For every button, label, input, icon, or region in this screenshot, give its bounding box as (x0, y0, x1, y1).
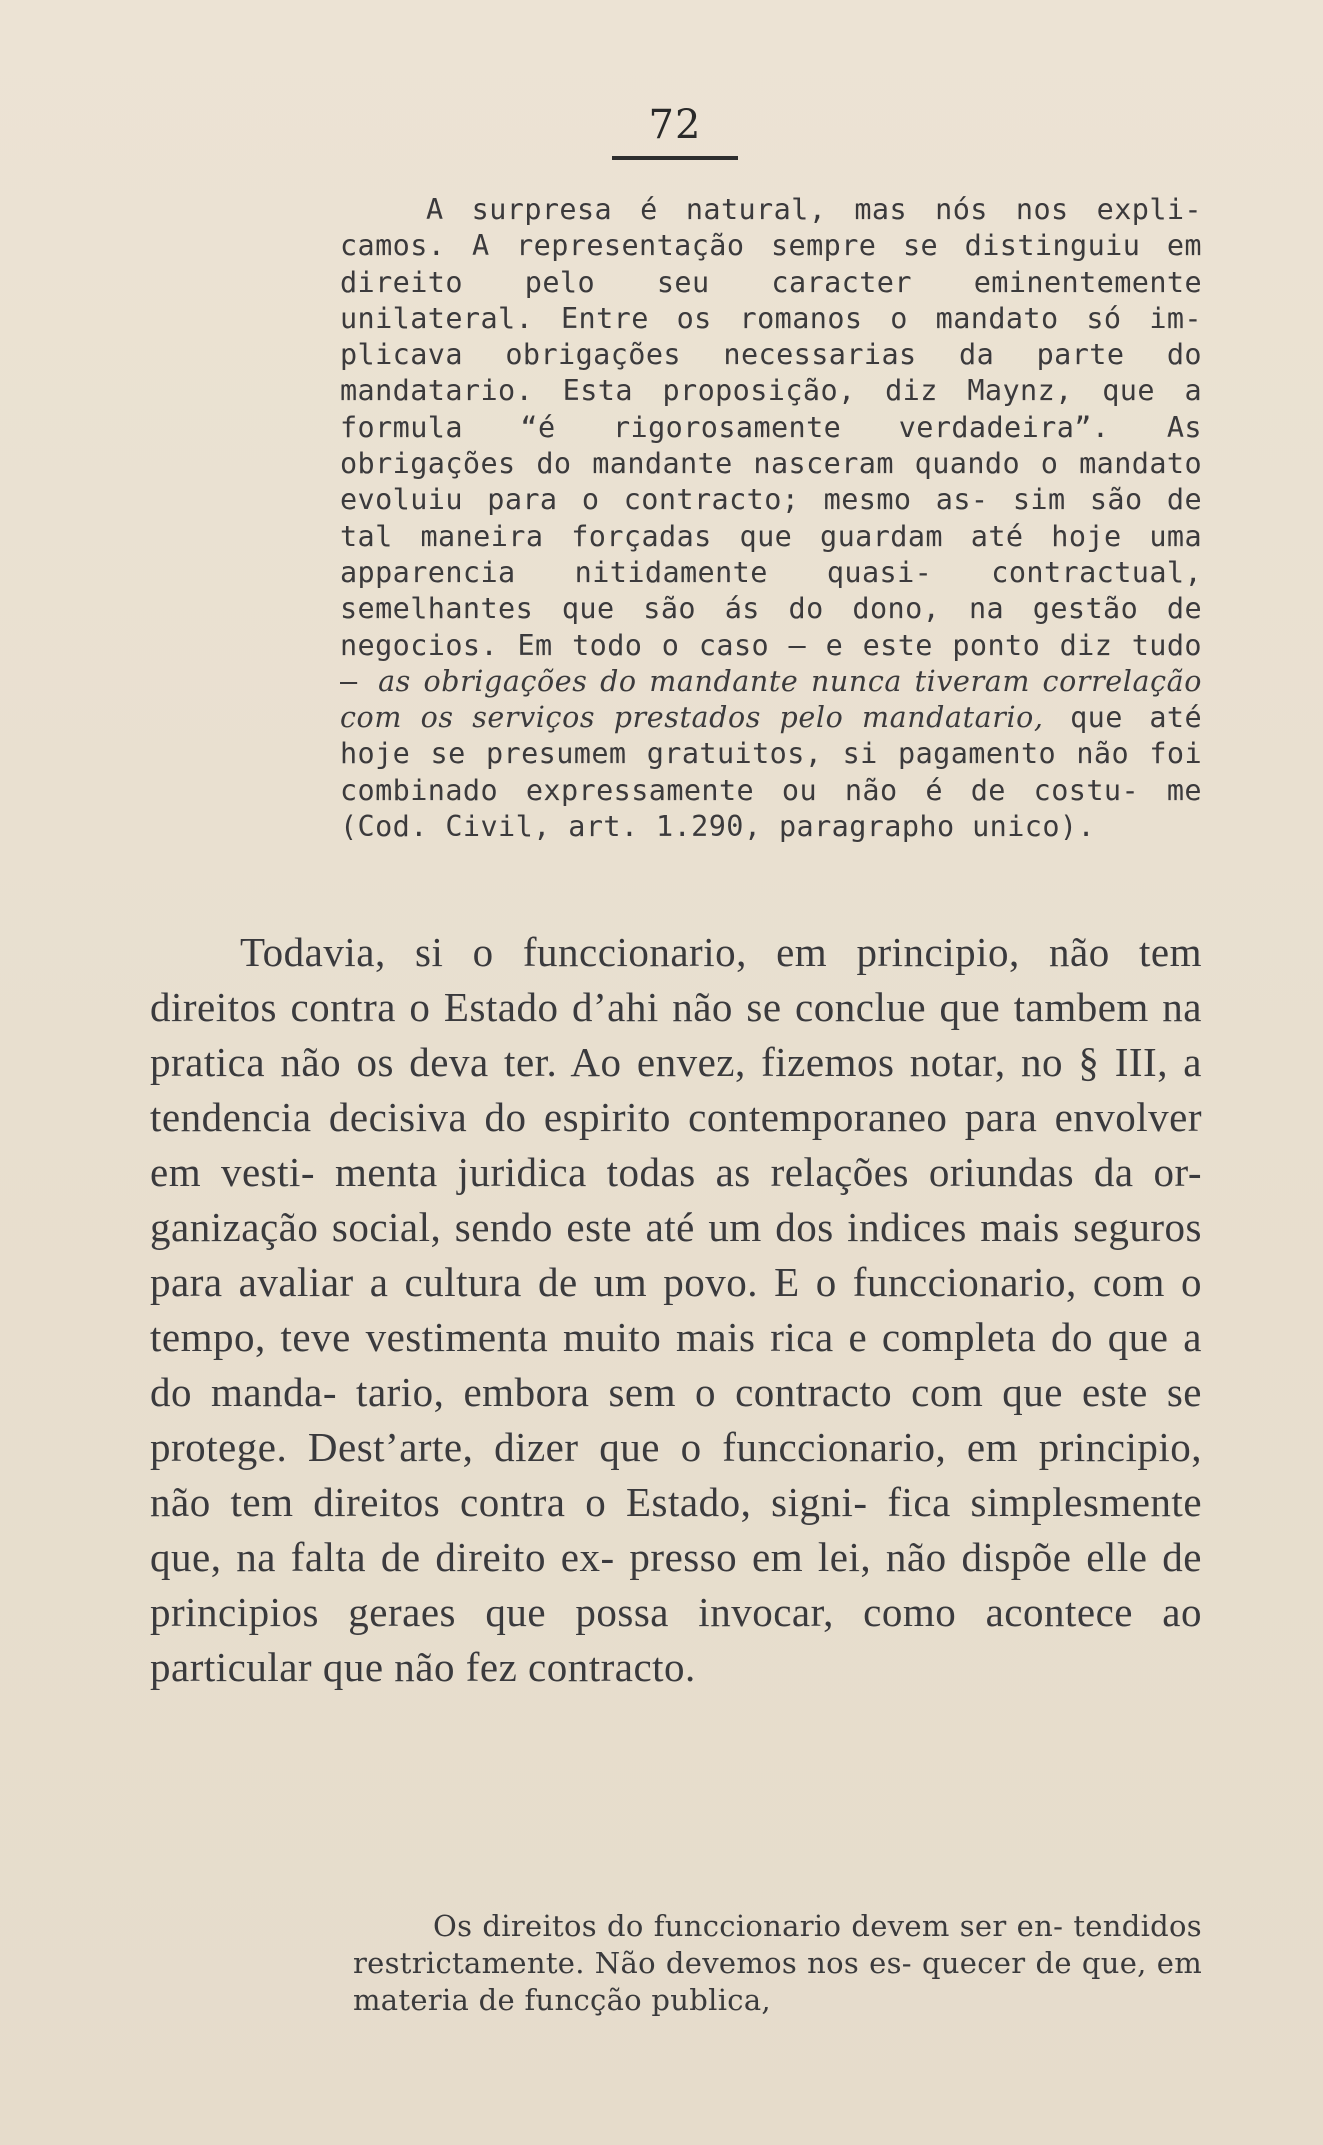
quote-line: mandatario. Esta proposição, diz Maynz, que (340, 374, 1155, 408)
quote-line: este ponto diz tudo — (340, 628, 1202, 698)
body-line: que possa invocar, como acontece ao particular (150, 1589, 1202, 1690)
body-line: que não fez contracto. (322, 1644, 696, 1690)
body-line: espirito contemporaneo para envolver em vesti- (150, 1094, 1203, 1195)
quote-line: A surpresa é natural, mas nós nos expli- (426, 193, 1202, 226)
body-line: mais seguros para avaliar a cultura de um povo. (150, 1204, 1202, 1305)
quote-line: obrigações do mandante nasceram quando o (340, 447, 1059, 481)
body-line: protege. Dest’arte, dizer que o funccionario, em (150, 1424, 1019, 1470)
body-line: fica simplesmente que, na falta de direito ex- (150, 1479, 1203, 1580)
main-paragraph (150, 925, 1202, 1695)
quote-line: camos. A representação sempre se distinguiu (340, 229, 1141, 263)
quote-line: a formula “é rigorosamente verdadeira”. As (340, 374, 1203, 444)
quote-line: plicava obrigações necessarias da parte do (340, 338, 1202, 372)
body-line: fizemos notar, no § III, a tendencia decisiva do (150, 1039, 1203, 1140)
quote-line: mandato evoluiu para o contracto; mesmo as- (340, 447, 1203, 517)
body-line: E o funccionario, com o tempo, teve vestimenta (150, 1259, 1202, 1360)
quote-line: unilateral. Entre os romanos o mandato só im- (340, 301, 1202, 335)
quote-line: na gestão de negocios. Em todo o caso — e (340, 592, 1203, 662)
quote-line: em direito pelo seu caracter eminentemente (340, 229, 1202, 299)
body-line: muito mais rica e completa do que a do manda- (150, 1314, 1202, 1415)
page-number-rule (612, 156, 738, 160)
quote-line: combinado expressamente ou não é de costu- (340, 773, 1140, 807)
body-line: ganização social, sendo este até um dos indices (150, 1204, 967, 1250)
footnote-line: quecer de que, em materia de funcção publica, (353, 1946, 1202, 2017)
quoted-paragraph (340, 192, 1202, 845)
quote-line: contractual, semelhantes que são ás do dono, (340, 555, 1202, 626)
body-line: menta juridica todas as relações oriundas da or- (334, 1149, 1203, 1195)
footnote-line: Os direitos do funccionario devem ser en- (433, 1909, 1064, 1943)
quote-line: até hoje uma apparencia nitidamente quasi- (340, 519, 1202, 589)
body-line: tario, embora sem o contracto com que este se (356, 1369, 1202, 1415)
quote-italic-emphasis: as obrigações do mandante nunca tiveram correlação com os serviços prestados pelo mandatario, (340, 664, 1202, 735)
quoted-passage (340, 192, 1202, 845)
footnote-line: tendidos restrictamente. Não devemos nos es- (353, 1909, 1202, 1980)
body-line: tem direitos contra o Estado d’ahi não se conclue (150, 929, 1202, 1030)
quote-line: sim são de tal maneira forçadas que guardam (340, 483, 1203, 553)
quote-line: se presumem gratuitos, si pagamento não foi (430, 737, 1203, 771)
quote-line: que até hoje (340, 701, 1203, 771)
quote-line: me (Cod. Civil, art. 1.290, paragrapho unico). (340, 773, 1202, 844)
footnote-passage (353, 1908, 1202, 2019)
body-line: Todavia, si o funccionario, em principio, não (240, 929, 1110, 975)
body-line: que tambem na pratica não os deva ter. Ao envez, (150, 984, 1202, 1085)
body-line: principio, não tem direitos contra o Estado, signi- (150, 1424, 1202, 1525)
body-line: presso em lei, não dispõe elle de principios geraes (150, 1534, 1202, 1635)
page-number: 72 (648, 102, 702, 148)
